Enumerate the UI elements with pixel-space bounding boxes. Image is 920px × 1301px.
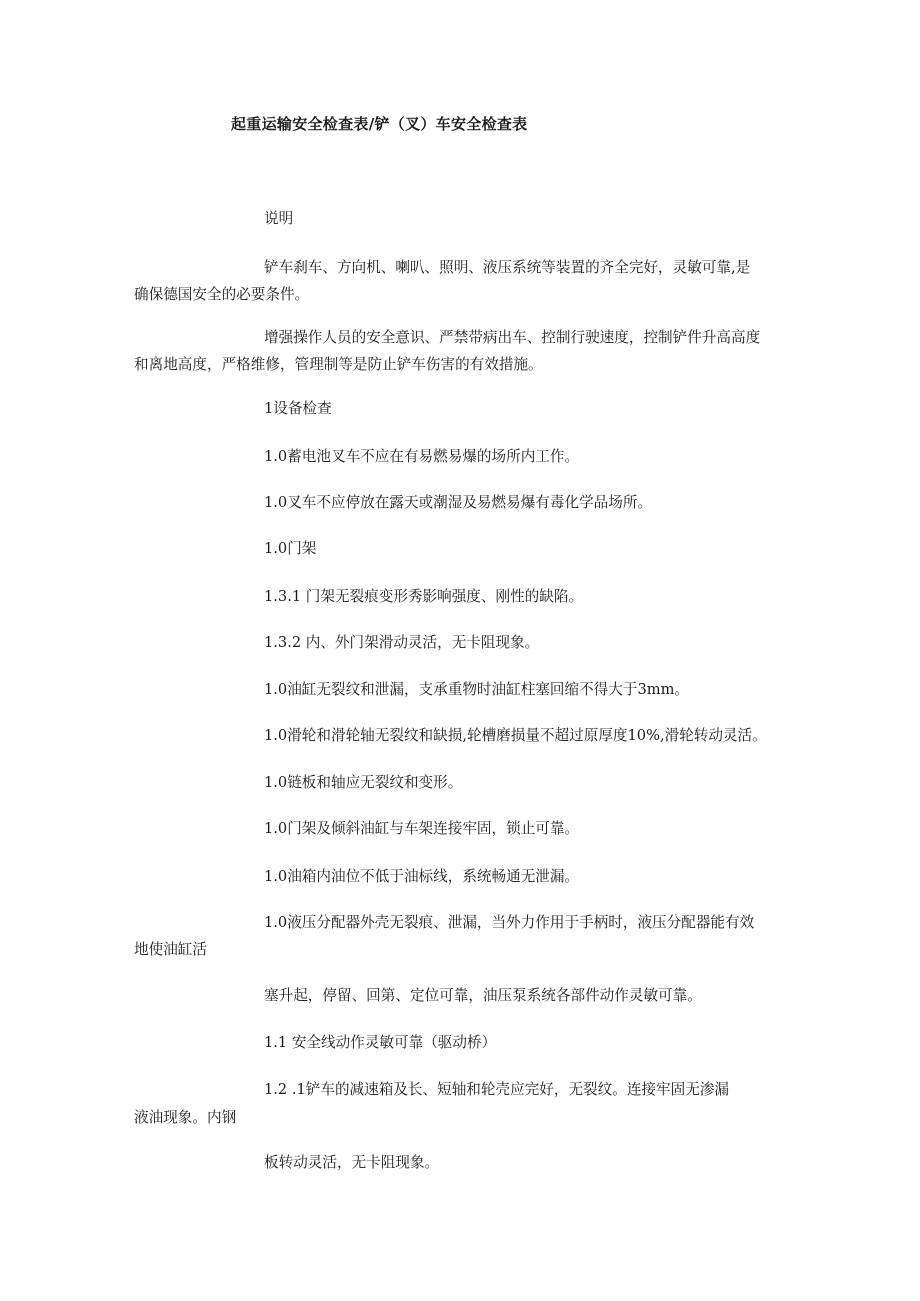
list-item: 1.0滑轮和滑轮轴无裂纹和缺损,轮槽磨损量不超过原厚度10%,滑轮转动灵活。 — [264, 727, 767, 744]
paragraph-line: 增强操作人员的安全意识、严禁带病出车、控制行驶速度，控制铲件升高高度 — [264, 329, 761, 346]
list-item-continuation: 液油现象。内钢 — [134, 1109, 237, 1126]
list-item: 1.0叉车不应停放在露天或潮湿及易燃易爆有毒化学品场所。 — [264, 494, 653, 511]
list-item: 1.0油缸无裂纹和泄漏，支承重物时油缸柱塞回缩不得大于3mm。 — [264, 681, 690, 698]
section-heading-explanation: 说明 — [264, 210, 294, 227]
list-item: 1.0门架及倾斜油缸与车架连接牢固，锁止可靠。 — [264, 820, 580, 837]
list-item: 1.0蓄电池叉车不应在有易燃易爆的场所内工作。 — [264, 448, 580, 465]
list-item: 1.0链板和轴应无裂纹和变形。 — [264, 774, 463, 791]
list-item: 1.0油箱内油位不低于油标线，系统畅通无泄漏。 — [264, 868, 580, 885]
paragraph-line: 铲车刹车、方向机、喇叭、照明、液压系统等装置的齐全完好，灵敏可靠,是 — [264, 259, 751, 276]
list-item-continuation: 板转动灵活，无卡阻现象。 — [264, 1154, 440, 1171]
list-item: 1.3.2 内、外门架滑动灵活，无卡阻现象。 — [264, 634, 540, 651]
list-item: 1.0液压分配器外壳无裂痕、泄漏，当外力作用于手柄时，液压分配器能有效 — [264, 914, 755, 931]
list-item: 1.2 .1铲车的减速箱及长、短轴和轮壳应完好，无裂纹。连接牢固无渗漏 — [264, 1081, 729, 1098]
paragraph-line: 和离地高度，严格维修，管理制等是防止铲车伤害的有效措施。 — [134, 356, 543, 373]
document-title: 起重运输安全检查表/铲（叉）车安全检查表 — [231, 115, 528, 133]
list-item-continuation: 地使油缸活 — [134, 941, 207, 958]
list-item: 1.0门架 — [264, 540, 317, 557]
paragraph-line: 确保德国安全的必要条件。 — [134, 286, 310, 303]
section-heading-equipment-check: 1设备检查 — [264, 400, 332, 417]
list-item: 1.1 安全线动作灵敏可靠（驱动桥） — [264, 1034, 497, 1051]
list-item: 1.3.1 门架无裂痕变形秀影响强度、刚性的缺陷。 — [264, 588, 584, 605]
list-item-continuation: 塞升起，停留、回第、定位可靠，油压泵系统各部件动作灵敏可靠。 — [264, 987, 702, 1004]
